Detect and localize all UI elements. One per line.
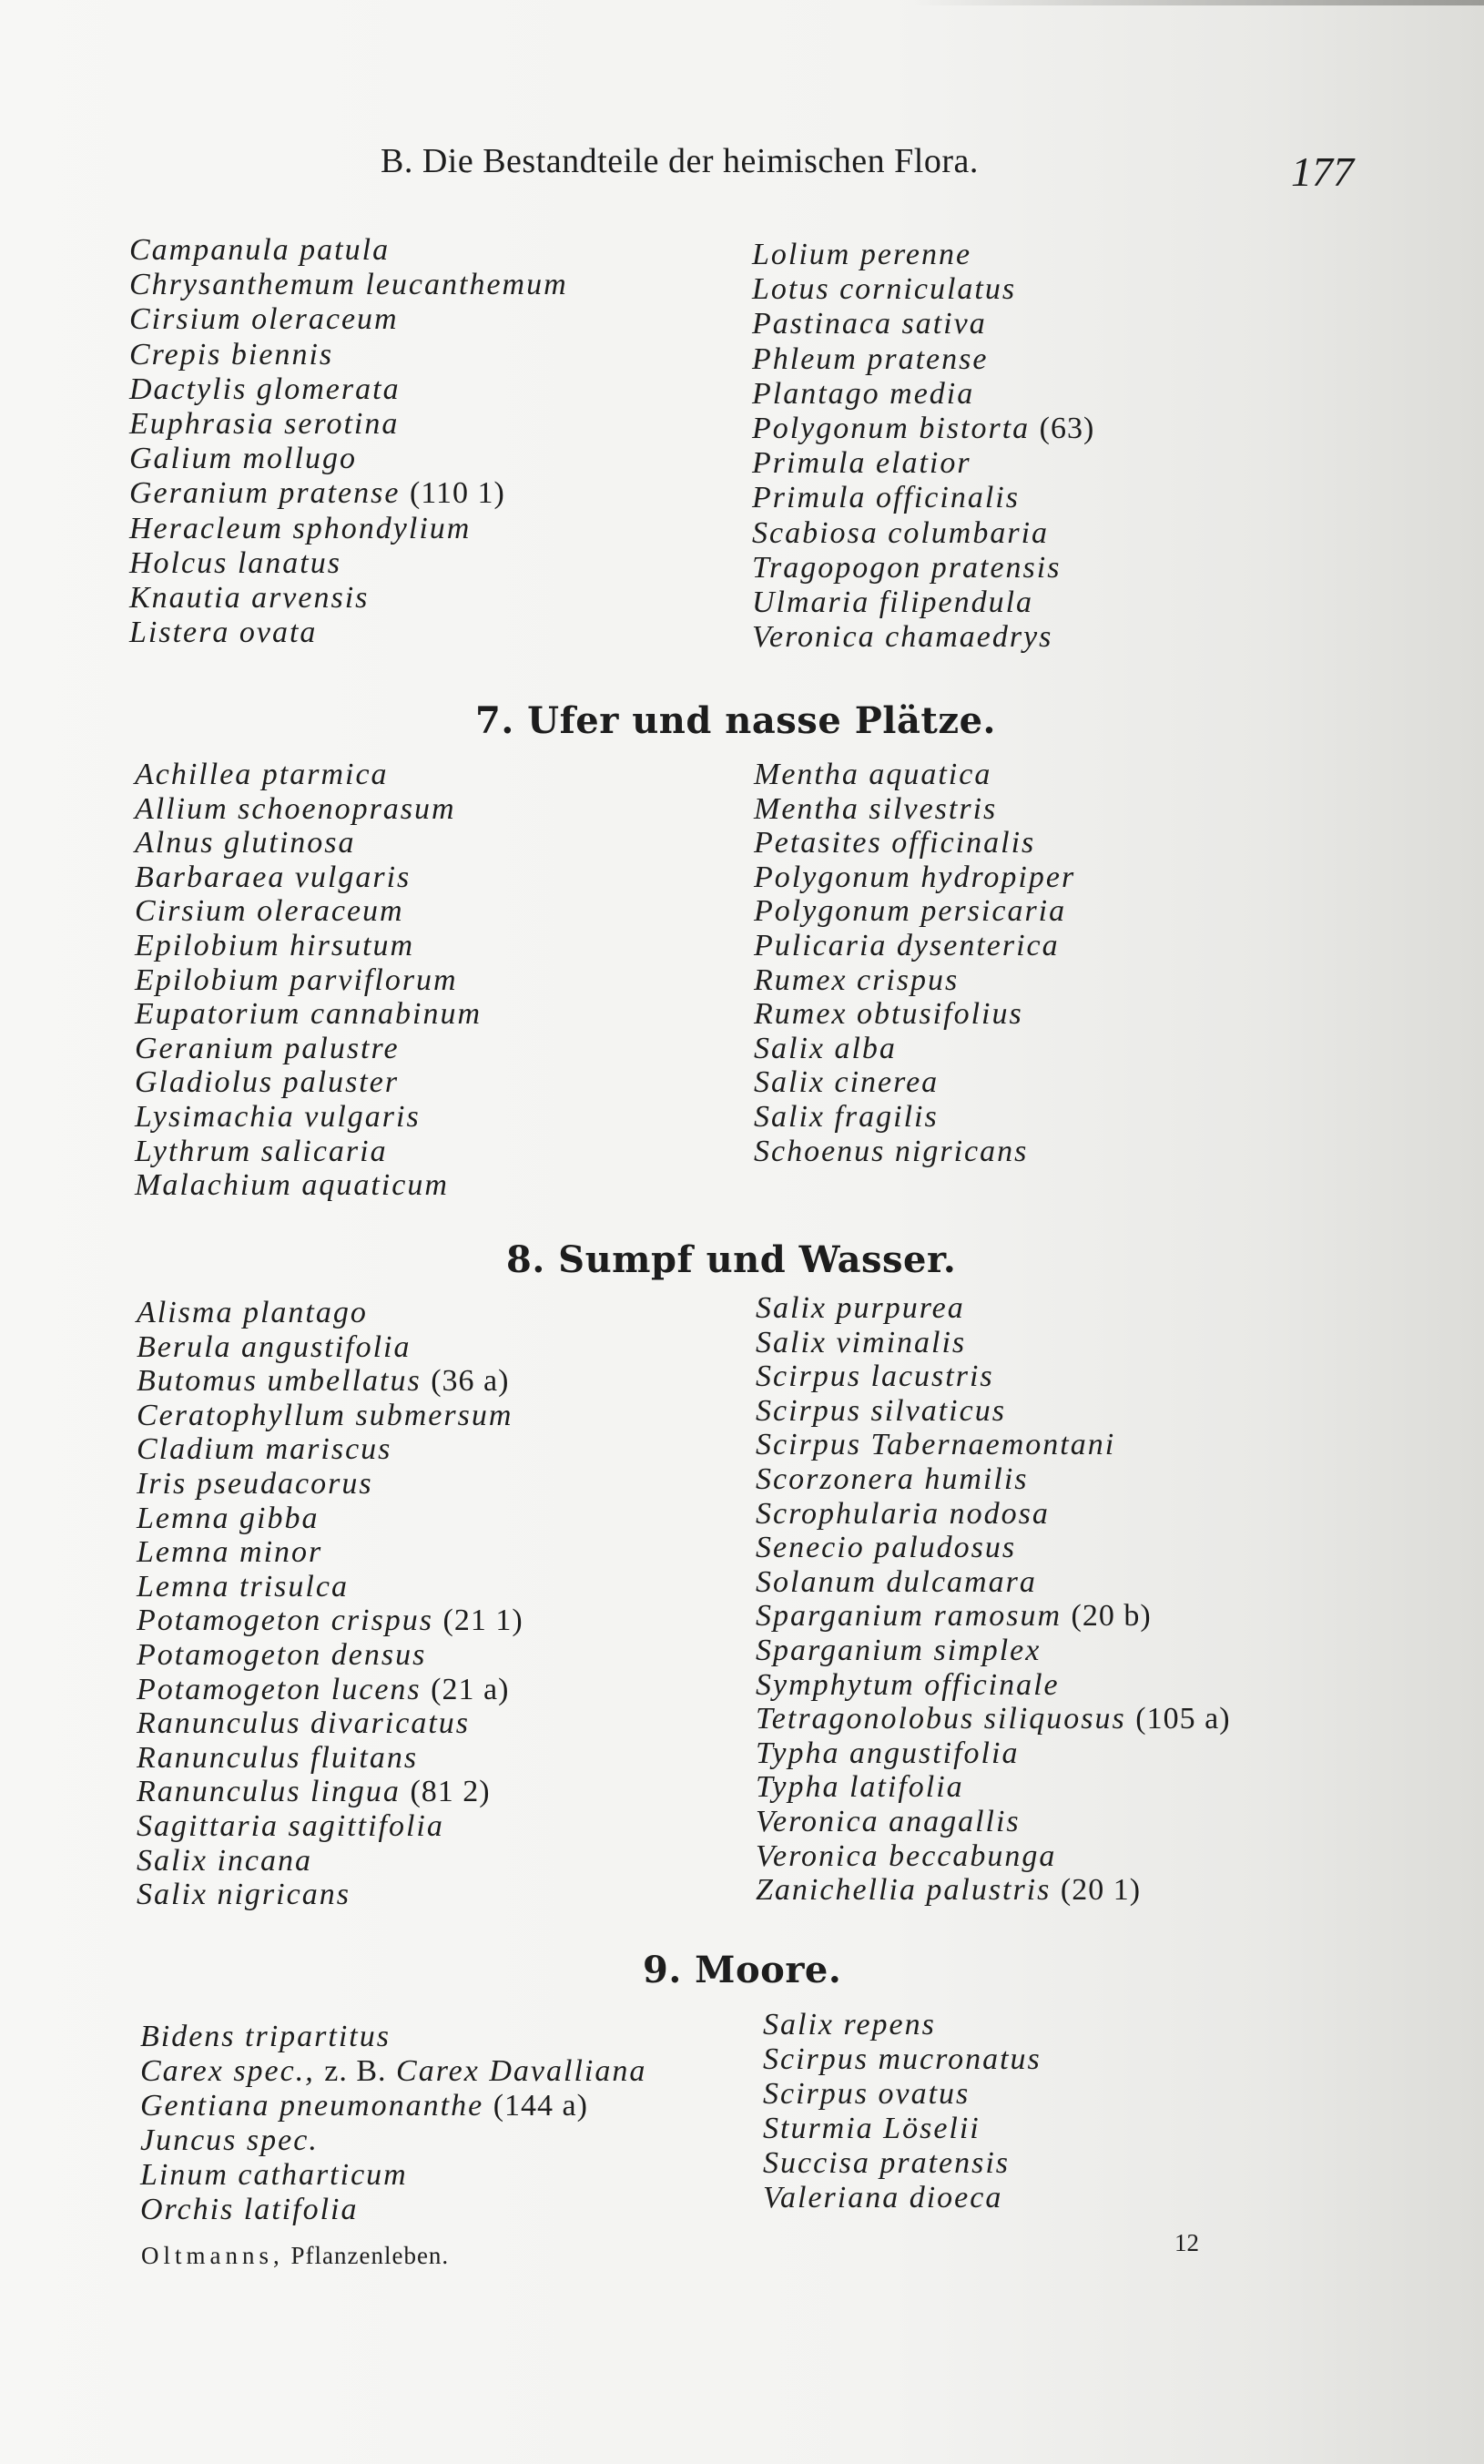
species-entry (137, 1775, 523, 1809)
species-entry (763, 2077, 1042, 2112)
species-note: z. B. (324, 2054, 387, 2088)
species-entry (140, 2158, 646, 2193)
species-name: Bidens tripartitus (140, 2020, 391, 2053)
species-entry (137, 1741, 523, 1776)
swamp-species-list-right (756, 1291, 1231, 1908)
figure-reference: (20 1) (1060, 1873, 1142, 1908)
sheet-signature: 12 (1174, 2229, 1199, 2256)
species-entry (756, 1736, 1231, 1771)
species-entry (763, 2008, 1042, 2042)
species-entry (754, 1032, 1075, 1066)
species-name: Carex spec., (140, 2054, 315, 2088)
species-name: Phleum pratense (752, 341, 989, 376)
species-entry (129, 581, 568, 616)
species-name: Sturmia Löselii (763, 2112, 981, 2145)
species-name: Potamogeton densus (137, 1637, 427, 1672)
species-entry (129, 338, 568, 372)
species-name: Plantago media (752, 376, 975, 411)
species-name: Salix nigricans (137, 1878, 351, 1912)
species-name: Rumex obtusifolius (754, 997, 1023, 1032)
species-entry (137, 1604, 523, 1638)
species-name: Tetragonolobus siliquosus (756, 1702, 1126, 1736)
species-name: Scabiosa columbaria (752, 515, 1050, 550)
species-entry (140, 2020, 646, 2054)
footer-imprint (141, 2242, 449, 2270)
species-entry (129, 233, 568, 268)
species-name: Euphrasia serotina (129, 406, 400, 441)
species-entry (754, 894, 1075, 929)
species-name: Rumex crispus (754, 962, 960, 997)
meadow-species-list-right (752, 238, 1094, 655)
species-name: Scrophularia nodosa (756, 1496, 1050, 1531)
species-entry (756, 1326, 1231, 1360)
species-name: Veronica anagallis (756, 1804, 1021, 1838)
species-name: Scirpus silvaticus (756, 1393, 1006, 1428)
species-entry (756, 1839, 1231, 1874)
species-entry (137, 1399, 523, 1433)
species-name: Tragopogon pratensis (752, 550, 1062, 585)
species-name: Symphytum officinale (756, 1667, 1060, 1702)
species-entry (137, 1535, 523, 1570)
species-entry (756, 1668, 1231, 1703)
species-name: Lysimachia vulgaris (135, 1099, 421, 1134)
section-heading-7: 7. Ufer und nasse Plätze. (475, 699, 996, 742)
species-entry (137, 1844, 523, 1879)
species-name: Salix alba (754, 1031, 897, 1065)
species-name: Typha latifolia (756, 1770, 964, 1805)
species-name: Cirsium oleraceum (129, 302, 399, 337)
species-entry (756, 1873, 1231, 1908)
species-name: Lemna minor (137, 1535, 323, 1570)
species-name: Ranunculus lingua (137, 1775, 401, 1809)
species-name: Heracleum sphondylium (129, 511, 472, 545)
species-name: Lemna gibba (137, 1501, 320, 1535)
figure-reference: (105 a) (1135, 1702, 1231, 1736)
species-entry (135, 1135, 482, 1169)
species-name: Schoenus nigricans (754, 1134, 1029, 1168)
shore-species-list-left (135, 758, 482, 1203)
species-entry (140, 2054, 646, 2089)
species-entry (135, 894, 482, 929)
species-name: Salix incana (137, 1843, 313, 1878)
species-entry (137, 1296, 523, 1330)
species-name: Knautia arvensis (129, 580, 370, 615)
species-name: Berula angustifolia (137, 1329, 412, 1364)
species-name: Veronica beccabunga (756, 1838, 1057, 1873)
species-entry (756, 1291, 1231, 1326)
species-name: Allium schoenoprasum (135, 791, 456, 826)
section-heading-9: 9. Moore. (643, 1949, 842, 1991)
species-entry (756, 1770, 1231, 1805)
species-entry (137, 1330, 523, 1365)
species-entry (752, 551, 1094, 585)
species-entry (756, 1805, 1231, 1839)
species-name: Polygonum bistorta (752, 411, 1031, 445)
species-name: Cirsium oleraceum (135, 894, 404, 929)
species-entry (135, 1100, 482, 1135)
species-name: Scorzonera humilis (756, 1461, 1029, 1496)
species-name: Alisma plantago (137, 1296, 368, 1329)
species-name: Scirpus ovatus (763, 2077, 971, 2111)
species-name: Mentha aquatica (754, 758, 992, 791)
species-entry (754, 1100, 1075, 1135)
species-entry (756, 1359, 1231, 1394)
running-head: B. Die Bestandteile der heimischen Flora. (381, 142, 979, 180)
species-entry (752, 377, 1094, 412)
species-name: Mentha silvestris (754, 791, 998, 826)
species-entry (140, 2123, 646, 2158)
species-name: Salix purpurea (756, 1291, 965, 1325)
shore-species-list-right (754, 758, 1075, 1168)
species-name: Petasites officinalis (754, 826, 1036, 860)
figure-reference: (110 1) (409, 476, 505, 511)
section-heading-8: 8. Sumpf und Wasser. (506, 1238, 957, 1281)
figure-reference: (144 a) (493, 2089, 588, 2123)
species-entry (137, 1364, 523, 1399)
species-name-secondary: Carex Davalliana (396, 2054, 647, 2088)
species-name: Geranium pratense (129, 476, 401, 511)
species-name: Salix viminalis (756, 1325, 967, 1359)
species-name: Polygonum hydropiper (754, 860, 1076, 894)
species-name: Ranunculus divaricatus (137, 1706, 471, 1741)
species-entry (129, 268, 568, 302)
footer-book: Pflanzenleben. (290, 2242, 450, 2269)
species-entry (137, 1467, 523, 1502)
species-entry (129, 372, 568, 407)
species-entry (137, 1502, 523, 1536)
species-entry (135, 1032, 482, 1066)
species-name: Potamogeton lucens (137, 1672, 422, 1706)
species-entry (135, 1065, 482, 1100)
figure-reference: (36 a) (431, 1364, 510, 1399)
species-entry (135, 963, 482, 998)
species-entry (763, 2042, 1042, 2077)
footer-author: Oltmanns, (141, 2242, 284, 2269)
species-entry (129, 407, 568, 442)
species-entry (756, 1394, 1231, 1429)
species-entry (135, 758, 482, 792)
species-name: Eupatorium cannabinum (135, 997, 483, 1032)
species-name: Barbaraea vulgaris (135, 860, 412, 894)
meadow-species-list-left (129, 233, 568, 650)
species-entry (129, 512, 568, 546)
species-entry (129, 302, 568, 337)
species-entry (754, 792, 1075, 827)
species-entry (752, 238, 1094, 272)
species-name: Holcus lanatus (129, 545, 341, 580)
species-entry (135, 929, 482, 963)
species-entry (137, 1878, 523, 1912)
species-entry (140, 2089, 646, 2123)
species-name: Zanichellia palustris (756, 1873, 1052, 1908)
species-entry (756, 1531, 1231, 1565)
species-entry (754, 826, 1075, 860)
species-name: Pastinaca sativa (752, 307, 987, 341)
species-name: Cladium mariscus (137, 1432, 392, 1467)
species-name: Typha angustifolia (756, 1736, 1020, 1770)
species-entry (752, 585, 1094, 620)
species-name: Scirpus Tabernaemontani (756, 1428, 1116, 1462)
species-entry (752, 412, 1094, 446)
figure-reference: (21 a) (431, 1672, 510, 1706)
swamp-species-list-left (137, 1296, 523, 1912)
species-name: Sparganium ramosum (756, 1599, 1062, 1634)
species-entry (754, 1135, 1075, 1169)
species-name: Geranium palustre (135, 1031, 400, 1065)
species-name: Lemna trisulca (137, 1569, 349, 1604)
species-entry (754, 929, 1075, 963)
species-name: Gladiolus paluster (135, 1065, 400, 1100)
species-entry (137, 1638, 523, 1673)
page-number: 177 (1291, 148, 1354, 195)
species-name: Dactylis glomerata (129, 372, 401, 406)
species-name: Sagittaria sagittifolia (137, 1808, 444, 1843)
species-entry (140, 2193, 646, 2227)
figure-reference: (20 b) (1071, 1599, 1152, 1634)
species-name: Scirpus lacustris (756, 1359, 994, 1394)
species-entry (137, 1673, 523, 1707)
species-entry (756, 1634, 1231, 1668)
species-entry (135, 826, 482, 860)
figure-reference: (63) (1039, 411, 1095, 445)
species-name: Malachium aquaticum (135, 1168, 449, 1203)
species-entry (754, 1065, 1075, 1100)
species-entry (137, 1706, 523, 1741)
species-name: Potamogeton crispus (137, 1604, 434, 1638)
species-name: Listera ovata (129, 616, 318, 650)
species-name: Juncus spec. (140, 2123, 319, 2157)
species-name: Ceratophyllum submersum (137, 1398, 513, 1432)
moor-species-list-right (763, 2008, 1042, 2215)
species-entry (756, 1702, 1231, 1736)
species-entry (129, 442, 568, 476)
species-name: Succisa pratensis (763, 2146, 1011, 2180)
species-name: Alnus glutinosa (135, 826, 356, 860)
species-name: Valeriana dioeca (763, 2181, 1003, 2215)
moor-species-list-left (140, 2020, 646, 2227)
species-name: Salix cinerea (754, 1065, 940, 1100)
species-name: Veronica chamaedrys (752, 620, 1053, 655)
species-name: Butomus umbellatus (137, 1364, 422, 1399)
species-entry (135, 997, 482, 1032)
species-name: Epilobium parviflorum (135, 962, 458, 997)
species-name: Crepis biennis (129, 337, 334, 372)
species-name: Scirpus mucronatus (763, 2042, 1042, 2076)
species-name: Campanula patula (129, 233, 391, 267)
species-name: Ulmaria filipendula (752, 585, 1034, 619)
species-entry (752, 342, 1094, 377)
scan-edge (910, 0, 1484, 5)
species-entry (754, 860, 1075, 895)
species-entry (763, 2112, 1042, 2146)
species-entry (129, 616, 568, 650)
species-name: Chrysanthemum leucanthemum (129, 268, 568, 302)
species-entry (756, 1428, 1231, 1462)
species-entry (756, 1565, 1231, 1600)
species-name: Primula elatior (752, 446, 971, 481)
species-name: Salix repens (763, 2008, 936, 2041)
species-entry (752, 516, 1094, 551)
species-entry (129, 476, 568, 511)
species-entry (752, 446, 1094, 481)
species-name: Achillea ptarmica (135, 758, 389, 791)
species-entry (135, 792, 482, 827)
species-name: Primula officinalis (752, 481, 1020, 515)
species-entry (137, 1809, 523, 1844)
species-entry (137, 1432, 523, 1467)
species-entry (763, 2181, 1042, 2215)
species-entry (752, 620, 1094, 655)
species-name: Galium mollugo (129, 442, 357, 476)
figure-reference: (21 1) (442, 1604, 523, 1638)
species-name: Pulicaria dysenterica (754, 928, 1060, 962)
species-entry (129, 546, 568, 581)
figure-reference: (81 2) (410, 1775, 491, 1809)
species-entry (135, 860, 482, 895)
species-entry (752, 481, 1094, 515)
species-name: Senecio paludosus (756, 1531, 1017, 1565)
species-entry (754, 963, 1075, 998)
species-name: Gentiana pneumonanthe (140, 2089, 484, 2123)
species-name: Lotus corniculatus (752, 272, 1017, 307)
species-entry (752, 307, 1094, 341)
species-entry (756, 1599, 1231, 1634)
species-name: Solanum dulcamara (756, 1564, 1037, 1599)
species-name: Iris pseudacorus (137, 1466, 373, 1501)
species-name: Polygonum persicaria (754, 894, 1067, 929)
species-entry (754, 997, 1075, 1032)
species-entry (137, 1570, 523, 1604)
species-name: Lythrum salicaria (135, 1134, 388, 1168)
species-entry (763, 2146, 1042, 2181)
species-entry (756, 1462, 1231, 1497)
species-name: Ranunculus fluitans (137, 1740, 419, 1775)
species-entry (135, 1168, 482, 1203)
species-name: Salix fragilis (754, 1099, 939, 1134)
species-entry (752, 272, 1094, 307)
species-name: Lolium perenne (752, 238, 972, 271)
species-entry (756, 1497, 1231, 1532)
species-entry (754, 758, 1075, 792)
species-name: Sparganium simplex (756, 1633, 1042, 1667)
species-name: Linum catharticum (140, 2158, 408, 2192)
species-name: Epilobium hirsutum (135, 928, 415, 962)
species-name: Orchis latifolia (140, 2193, 359, 2226)
